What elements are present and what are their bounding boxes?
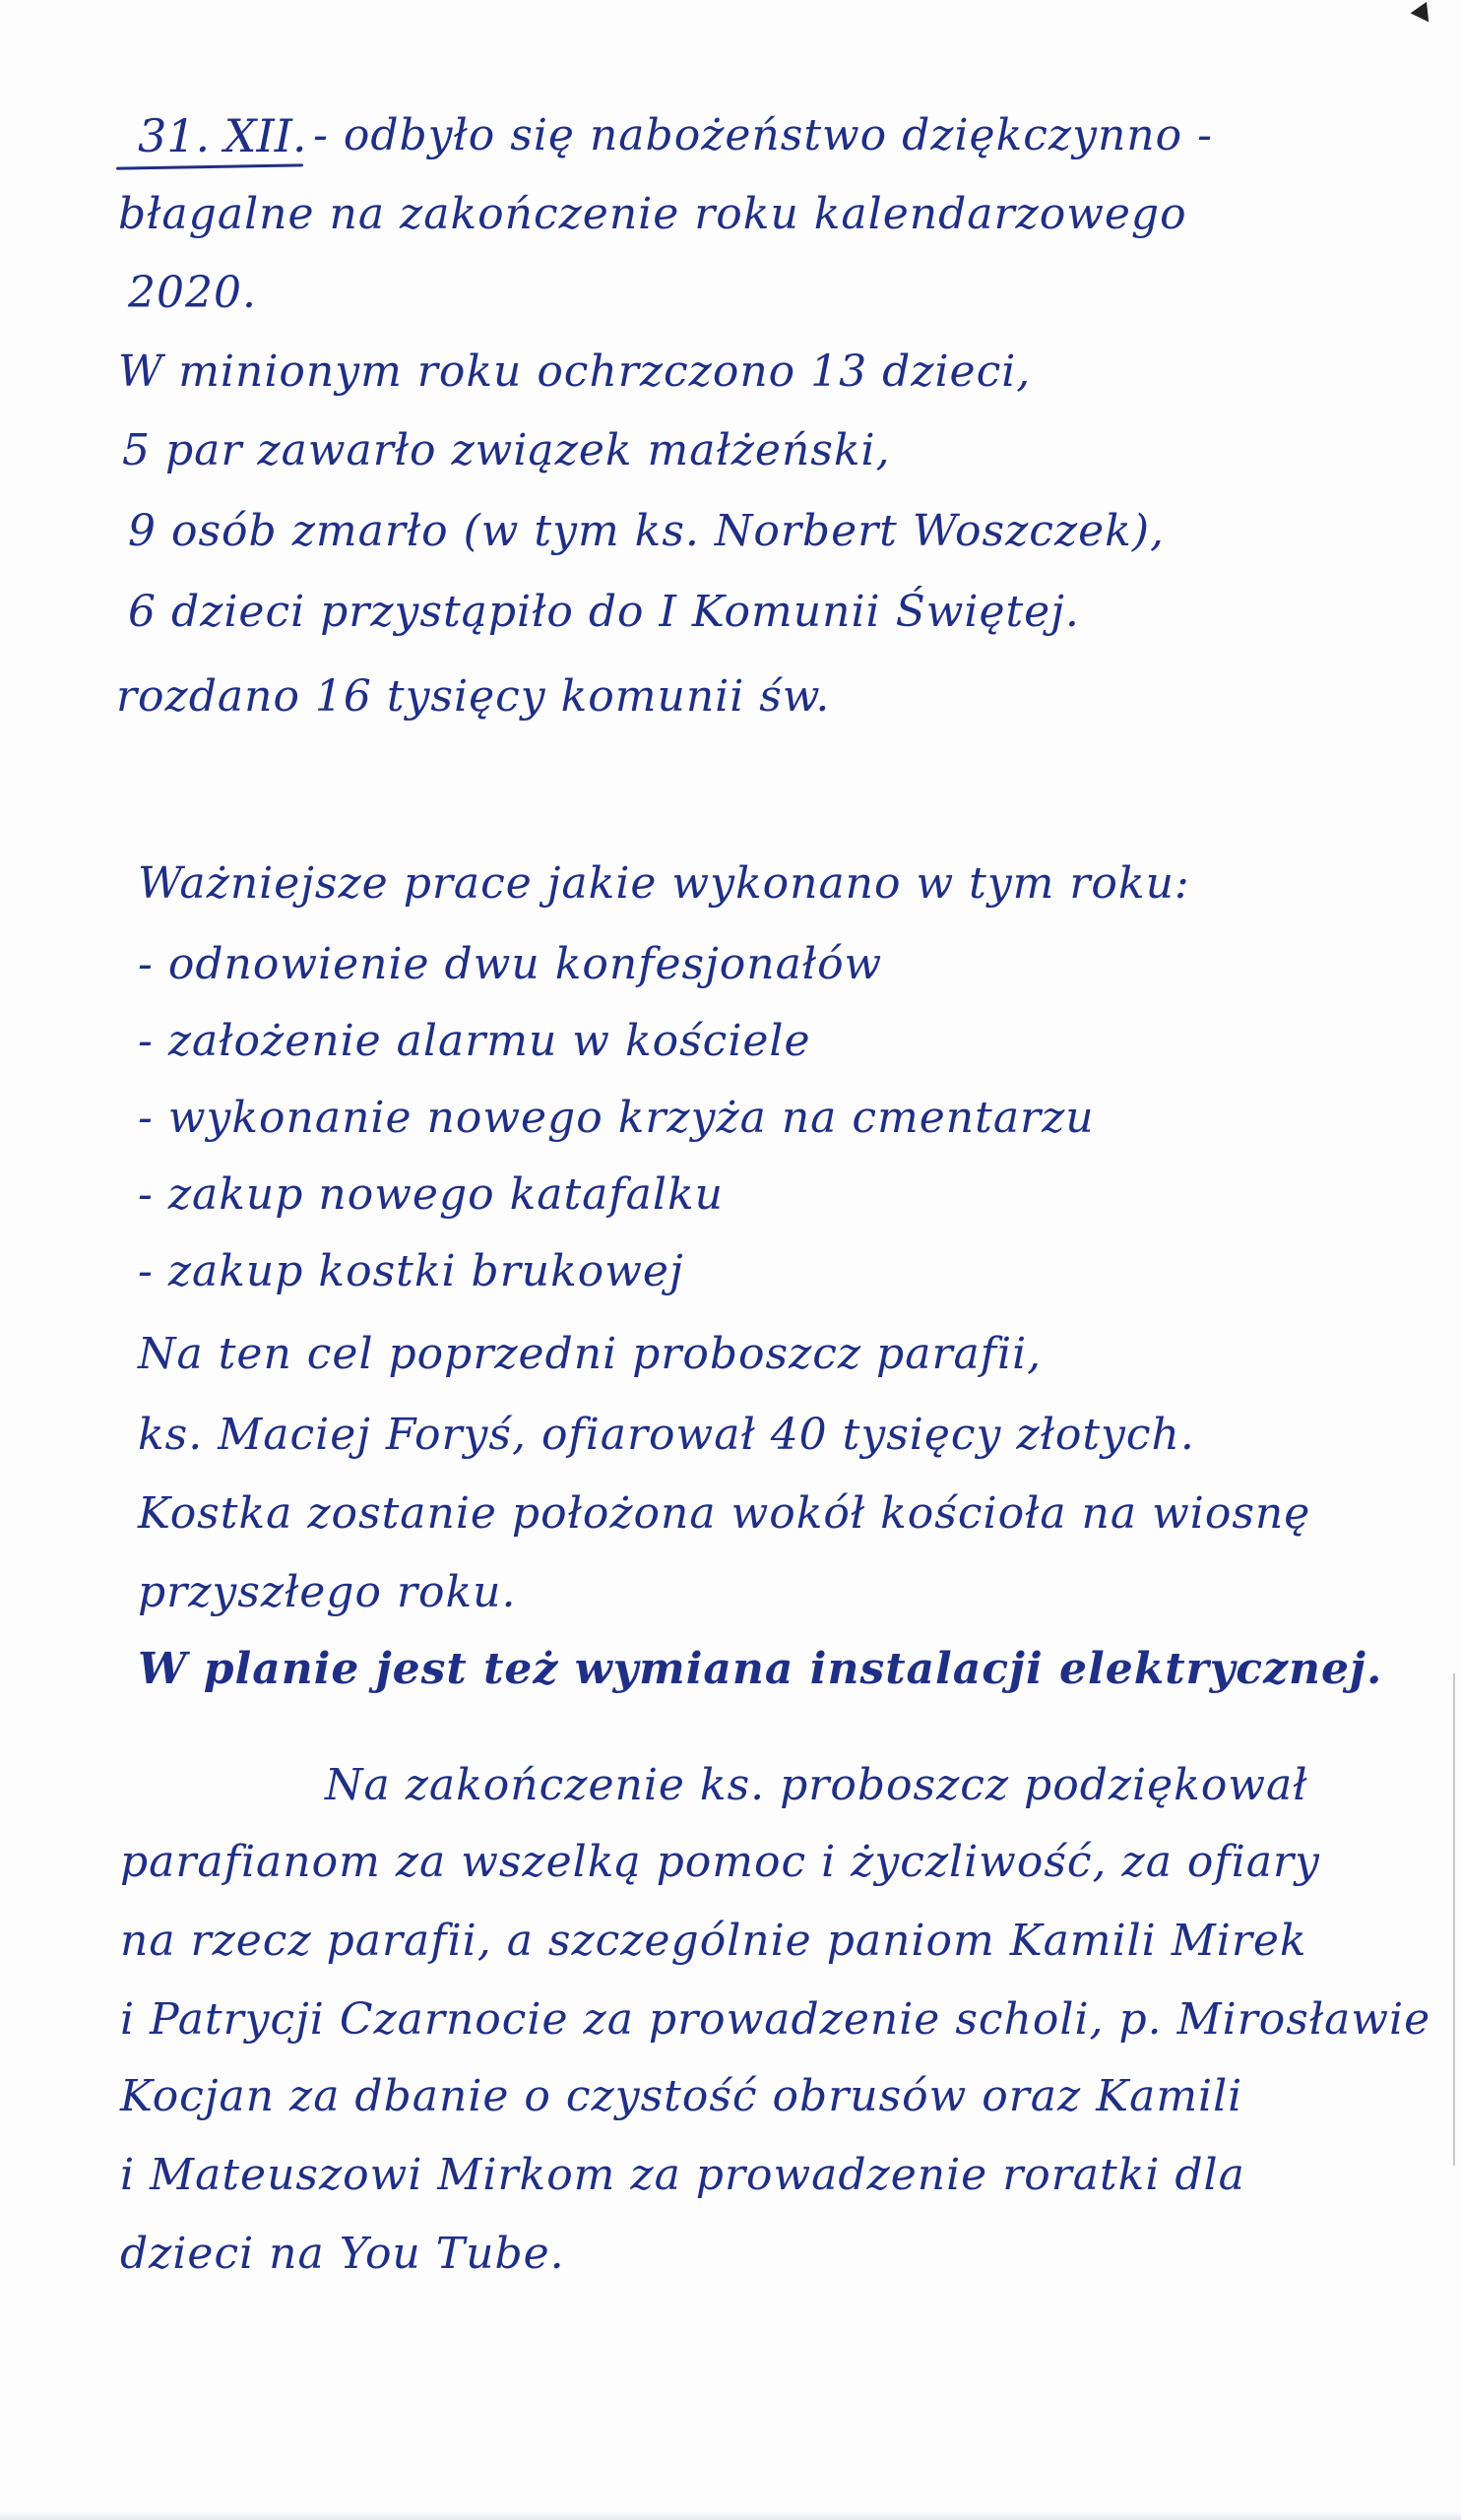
page-edge-shadow (1453, 1673, 1455, 2166)
stats-line: 6 dzieci przystąpiło do I Komunii Świętej. (128, 587, 1080, 637)
works-item: - wykonanie nowego krzyża na cmentarzu (138, 1093, 1095, 1143)
works-heading: Ważniejsze prace jakie wykonano w tym roku: (138, 858, 1190, 909)
stats-line: rozdano 16 tysięcy komunii św. (116, 671, 831, 722)
funding-line: ks. Maciej Foryś, ofiarował 40 tysięcy złotych. (138, 1410, 1195, 1460)
entry-date: 31. XII. (138, 109, 307, 162)
works-item: - zakup nowego katafalku (138, 1169, 724, 1220)
closing-line: parafianom za wszelką pomoc i życzliwość, za ofiary (120, 1837, 1320, 1887)
funding-line: W planie jest też wymiana instalacji elektrycznej. (138, 1644, 1383, 1694)
closing-line: dzieci na You Tube. (120, 2229, 565, 2279)
page-bottom-edge (0, 2510, 1461, 2520)
stats-line: 9 osób zmarło (w tym ks. Norbert Woszczek), (128, 506, 1165, 556)
stats-line: 5 par zawarło związek małżeński, (122, 425, 891, 475)
stats-line: W minionym roku ochrzczono 13 dzieci, (118, 346, 1032, 397)
closing-line: Na zakończenie ks. proboszcz podziękował (325, 1760, 1308, 1810)
intro-line: - odbyło się nabożeństwo dziękczynno - (313, 110, 1213, 160)
intro-line: błagalne na zakończenie roku kalendarzowego (118, 189, 1187, 239)
closing-line: i Mateuszowi Mirkom za prowadzenie roratki dla (120, 2150, 1245, 2200)
intro-line: 2020. (128, 268, 257, 318)
closing-line: i Patrycji Czarnocie za prowadzenie scholi, p. Mirosławie (120, 1994, 1431, 2045)
funding-line: przyszłego roku. (138, 1567, 517, 1617)
funding-line: Kostka zostanie położona wokół kościoła na wiosnę (138, 1488, 1311, 1539)
closing-line: Kocjan za dbanie o czystość obrusów oraz Kamili (120, 2071, 1243, 2121)
corner-arrow-icon (1411, 2, 1437, 28)
works-item: - założenie alarmu w kościele (138, 1016, 811, 1066)
closing-line: na rzecz parafii, a szczególnie paniom Kamili Mirek (120, 1916, 1307, 1966)
funding-line: Na ten cel poprzedni proboszcz parafii, (138, 1329, 1043, 1379)
works-item: - zakup kostki brukowej (138, 1246, 684, 1296)
works-item: - odnowienie dwu konfesjonałów (138, 939, 883, 989)
